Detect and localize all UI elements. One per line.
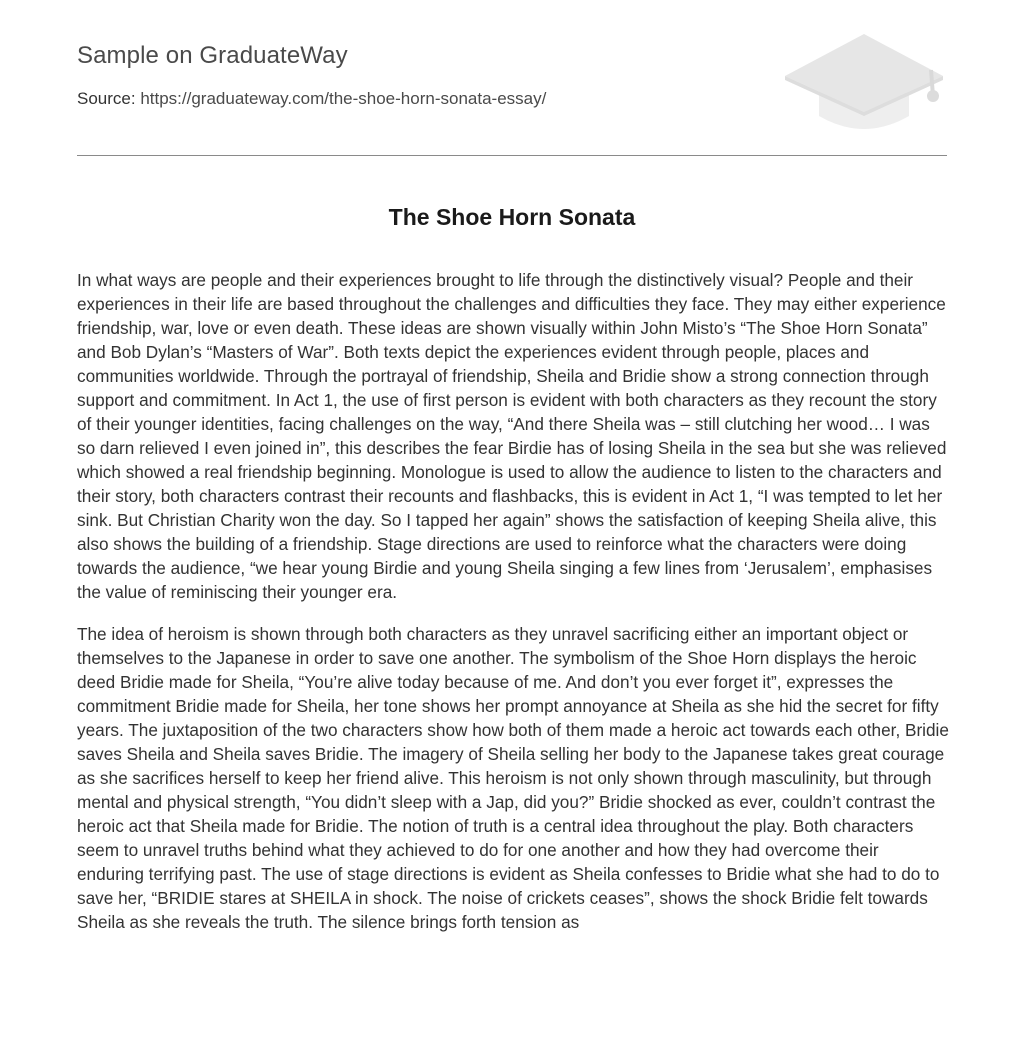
- essay-title: The Shoe Horn Sonata: [388, 204, 636, 230]
- page-header: [77, 0, 947, 156]
- source-line: [77, 89, 546, 109]
- essay-body: [77, 268, 949, 952]
- header-divider: [77, 155, 947, 156]
- graduation-cap-icon: [781, 30, 947, 134]
- site-title: Sample on GraduateWay: [77, 42, 348, 69]
- source-label: Source:: [77, 89, 141, 108]
- source-link[interactable]: https://graduateway.com/the-shoe-horn-sonata-essay/: [140, 89, 547, 108]
- essay-paragraph: In what ways are people and their experiences brought to life through the distinctively visual? People and their experiences in their life are based throughout the challenges and difficulties they face. They may either experience friendship, war, love or even death. These ideas are shown visually within John Misto’s “The Shoe Horn Sonata” and Bob Dylan’s “Masters of War”. Both texts depict the experiences evident through people, places and communities worldwide. Through the portrayal of friendship, Sheila and Bridie show a strong connection through support and commitment. In Act 1, the use of first person is evident with both characters as they recount the story of their younger identities, facing challenges on the way, “And there Sheila was – still clutching her wood… I was so darn relieved I even joined in”, this describes the fear Birdie has of losing Sheila in the sea but she was relieved which showed a real friendship beginning. Monologue is used to allow the audience to listen to the characters and their story, both characters contrast their recounts and flashbacks, this is evident in Act 1, “I was tempted to let her sink. But Christian Charity won the day. So I tapped her again” shows the satisfaction of keeping Sheila alive, this also shows the building of a friendship. Stage directions are used to reinforce what the characters were doing towards the audience, “we hear young Birdie and young Sheila singing a few lines from ‘Jerusalem’, emphasises the value of reminiscing their younger era.: [77, 270, 947, 602]
- essay-paragraph: The idea of heroism is shown through both characters as they unravel sacrificing either an important object or themselves to the Japanese in order to save one another. The symbolism of the Shoe Horn displays the heroic deed Bridie made for Sheila, “You’re alive today because of me. And don’t you ever forget it”, expresses the commitment Bridie made for Sheila, her tone shows her prompt annoyance at Sheila as she hid the secret for fifty years. The juxtaposition of the two characters show how both of them made a heroic act towards each other, Bridie saves Sheila and Sheila saves Bridie. The imagery of Sheila selling her body to the Japanese takes great courage as she sacrifices herself to keep her friend alive. This heroism is not only shown through masculinity, but through mental and physical strength, “You didn’t sleep with a Jap, did you?” Bridie shocked as ever, couldn’t contrast the heroic act that Sheila made for Bridie. The notion of truth is a central idea throughout the play. Both characters seem to unravel truths behind what they achieved to do for one another and how they had overcome their enduring terrifying past. The use of stage directions is evident as Sheila confesses to Bridie what she had to do to save her, “BRIDIE stares at SHEILA in shock. The noise of crickets ceases”, shows the shock Bridie felt towards Sheila as she reveals the truth. The silence brings forth tension as: [77, 624, 949, 932]
